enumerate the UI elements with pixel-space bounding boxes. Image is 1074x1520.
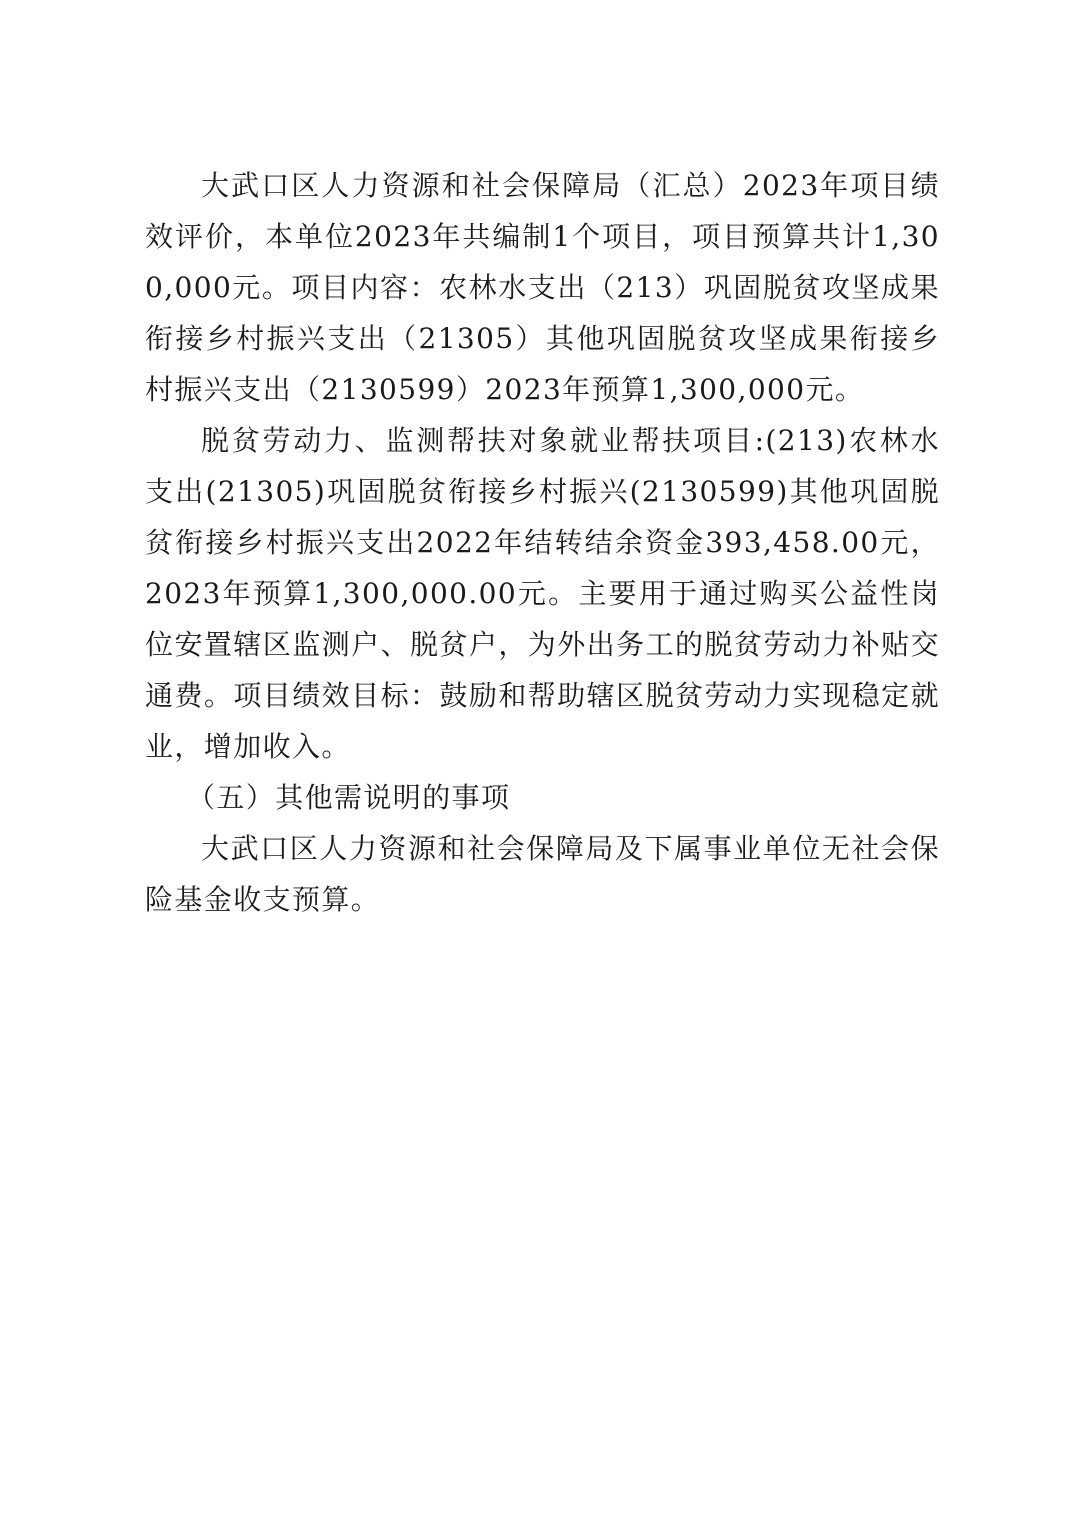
section-heading-other-matters: （五）其他需说明的事项 [187,781,511,814]
document-body [145,160,940,925]
paragraph-social-insurance-fund: 大武口区人力资源和社会保障局及下属事业单位无社会保险基金收支预算。 [145,832,940,916]
paragraph-employment-assistance-project: 脱贫劳动力、监测帮扶对象就业帮扶项目:(213)农林水支出(21305)巩固脱贫衔接乡村振兴(2130599)其他巩固脱贫衔接乡村振兴支出2022年结转结余资金393,458.00元，2023年预算1,300,000.00元。主要用于通过购买公益性岗位安置辖区监测户、脱贫户，为外出务工的脱贫劳动力补贴交通费。项目绩效目标：鼓励和帮助辖区脱贫劳动力实现稳定就业，增加收入。 [145,424,940,763]
paragraph-project-evaluation: 大武口区人力资源和社会保障局（汇总）2023年项目绩效评价，本单位2023年共编制1个项目，项目预算共计1,300,000元。项目内容：农林水支出（213）巩固脱贫攻坚成果衔接乡村振兴支出（21305）其他巩固脱贫攻坚成果衔接乡村振兴支出（2130599）2023年预算1,300,000元。 [145,169,940,406]
